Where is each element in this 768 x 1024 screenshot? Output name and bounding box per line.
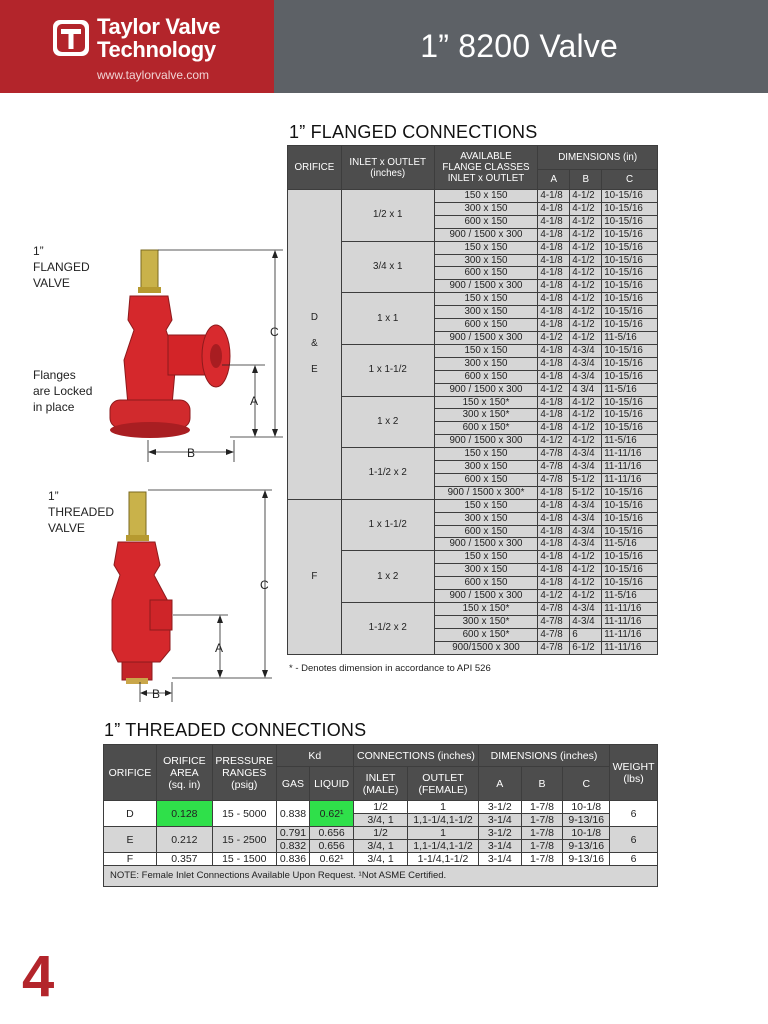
- dim-c-cell: 10-15/16: [602, 228, 658, 241]
- threaded-connections-table: [103, 744, 658, 887]
- dim-c-cell: 10-15/16: [602, 551, 658, 564]
- flange-class-cell: 600 x 150*: [434, 628, 538, 641]
- dim-b-cell: 4-3/4: [570, 344, 602, 357]
- dim-c-cell: 10-15/16: [602, 215, 658, 228]
- dim-b-label-flanged: B: [187, 446, 196, 460]
- dim-b-cell: 4-1/2: [570, 564, 602, 577]
- dim-a-cell: 3-1/2: [478, 801, 521, 814]
- dim-c-cell: 10-15/16: [602, 293, 658, 306]
- tt-header-weight: WEIGHT (lbs): [610, 745, 658, 801]
- dim-b-cell: 4-1/2: [570, 190, 602, 203]
- dim-b-cell: 1-7/8: [521, 853, 563, 866]
- tt-header-kd: Kd: [276, 745, 353, 767]
- kd-liquid-cell: 0.62¹: [310, 853, 354, 866]
- outlet-cell: 1: [408, 827, 479, 840]
- dim-c-cell: 11-11/16: [602, 615, 658, 628]
- dim-b-cell: 4-1/2: [570, 590, 602, 603]
- dim-b-cell: 4-1/2: [570, 280, 602, 293]
- inlet-cell: 3/4, 1: [353, 840, 407, 853]
- flange-class-cell: 150 x 150*: [434, 603, 538, 616]
- flange-class-cell: 300 x 150: [434, 254, 538, 267]
- flange-class-cell: 150 x 150: [434, 241, 538, 254]
- kd-gas-cell: 0.838: [276, 801, 310, 827]
- inlet-outlet-size-cell: 1 x 1-1/2: [341, 344, 434, 396]
- dim-a-cell: 4-1/8: [538, 241, 570, 254]
- dim-c-cell: 10-15/16: [602, 254, 658, 267]
- dim-c-cell: 10-15/16: [602, 344, 658, 357]
- dim-a-cell: 4-7/8: [538, 461, 570, 474]
- dim-c-cell: 11-11/16: [602, 641, 658, 654]
- dim-b-cell: 4-1/2: [570, 435, 602, 448]
- dim-b-cell: 4-3/4: [570, 357, 602, 370]
- dim-b-cell: 4-3/4: [570, 370, 602, 383]
- dim-c-cell: 10-15/16: [602, 319, 658, 332]
- dim-b-cell: 4-1/2: [570, 215, 602, 228]
- dim-b-cell: 1-7/8: [521, 827, 563, 840]
- dim-c-cell: 11-5/16: [602, 590, 658, 603]
- table-row: [104, 827, 658, 840]
- flange-class-cell: 150 x 150*: [434, 396, 538, 409]
- dim-a-cell: 4-7/8: [538, 628, 570, 641]
- kd-liquid-cell: 0.62¹: [310, 801, 354, 827]
- dim-a-cell: 4-1/8: [538, 525, 570, 538]
- tt-header-area: ORIFICE AREA (sq. in): [156, 745, 212, 801]
- threaded-table-note: NOTE: Female Inlet Connections Available Upon Request. ¹Not ASME Certified.: [104, 866, 658, 887]
- tt-header-orifice: ORIFICE: [104, 745, 157, 801]
- inlet-cell: 1/2: [353, 801, 407, 814]
- inlet-outlet-size-cell: 1 x 1: [341, 293, 434, 345]
- inlet-outlet-size-cell: 1/2 x 1: [341, 190, 434, 242]
- dim-c-cell: 11-5/16: [602, 538, 658, 551]
- tt-header-c: C: [563, 767, 610, 801]
- dim-a-cell: 4-1/8: [538, 293, 570, 306]
- kd-liquid-cell: 0.656: [310, 827, 354, 840]
- inlet-outlet-size-cell: 1 x 1-1/2: [341, 499, 434, 551]
- dim-c-cell: 11-11/16: [602, 628, 658, 641]
- dim-a-cell: 4-1/8: [538, 267, 570, 280]
- flange-class-cell: 900 / 1500 x 300: [434, 331, 538, 344]
- dim-c-cell: 11-5/16: [602, 383, 658, 396]
- dim-a-cell: 4-1/8: [538, 422, 570, 435]
- flange-class-cell: 600 x 150: [434, 319, 538, 332]
- flange-class-cell: 300 x 150*: [434, 615, 538, 628]
- flange-class-cell: 300 x 150: [434, 202, 538, 215]
- dim-b-cell: 5-1/2: [570, 486, 602, 499]
- orifice-cell: F: [104, 853, 157, 866]
- col-header-b: B: [570, 170, 602, 190]
- inlet-outlet-size-cell: 1-1/2 x 2: [341, 448, 434, 500]
- dim-b-cell: 4-1/2: [570, 319, 602, 332]
- flanged-valve-label: 1” FLANGED VALVE: [33, 244, 90, 290]
- dim-c-cell: 11-11/16: [602, 461, 658, 474]
- dim-c-label-flanged: C: [270, 325, 279, 339]
- dim-a-cell: 4-1/8: [538, 512, 570, 525]
- dim-c-cell: 10-15/16: [602, 370, 658, 383]
- flange-class-cell: 600 x 150*: [434, 422, 538, 435]
- flange-class-cell: 300 x 150: [434, 512, 538, 525]
- dim-a-cell: 3-1/4: [478, 853, 521, 866]
- tt-header-a: A: [478, 767, 521, 801]
- dim-c-cell: 11-5/16: [602, 331, 658, 344]
- dim-a-cell: 4-1/8: [538, 577, 570, 590]
- flange-class-cell: 600 x 150: [434, 473, 538, 486]
- flange-class-cell: 600 x 150: [434, 215, 538, 228]
- orifice-cell: D: [104, 801, 157, 827]
- col-header-c: C: [602, 170, 658, 190]
- dim-b-cell: 4-1/2: [570, 422, 602, 435]
- dim-c-cell: 10-15/16: [602, 306, 658, 319]
- dim-c-cell: 9-13/16: [563, 814, 610, 827]
- inlet-outlet-size-cell: 1 x 2: [341, 551, 434, 603]
- dim-b-cell: 4-3/4: [570, 603, 602, 616]
- flange-class-cell: 600 x 150: [434, 525, 538, 538]
- orifice-area-cell: 0.212: [156, 827, 212, 853]
- dim-b-cell: 6: [570, 628, 602, 641]
- flange-class-cell: 300 x 150: [434, 461, 538, 474]
- dim-c-cell: 10-15/16: [602, 525, 658, 538]
- dim-a-cell: 4-1/8: [538, 202, 570, 215]
- orifice-group-cell: D & E: [288, 190, 342, 500]
- dim-b-cell: 4-1/2: [570, 551, 602, 564]
- tt-header-connections: CONNECTIONS (inches): [353, 745, 478, 767]
- flange-class-cell: 300 x 150: [434, 306, 538, 319]
- dim-b-cell: 4-1/2: [570, 228, 602, 241]
- dim-b-cell: 4-3/4: [570, 461, 602, 474]
- col-header-orifice: ORIFICE: [288, 146, 342, 190]
- dim-a-cell: 4-1/8: [538, 280, 570, 293]
- outlet-cell: 1-1/4,1-1/2: [408, 853, 479, 866]
- dim-a-cell: 4-1/8: [538, 564, 570, 577]
- dim-a-cell: 4-1/8: [538, 486, 570, 499]
- dim-c-cell: 10-1/8: [563, 801, 610, 814]
- dim-b-cell: 1-7/8: [521, 840, 563, 853]
- dim-a-cell: 4-1/8: [538, 396, 570, 409]
- tt-header-b: B: [521, 767, 563, 801]
- dim-a-cell: 4-1/8: [538, 306, 570, 319]
- dim-a-label-flanged: A: [250, 394, 259, 408]
- dim-b-cell: 4-1/2: [570, 396, 602, 409]
- dim-c-cell: 10-15/16: [602, 512, 658, 525]
- dim-a-cell: 4-7/8: [538, 473, 570, 486]
- dim-c-cell: 9-13/16: [563, 853, 610, 866]
- inlet-cell: 1/2: [353, 827, 407, 840]
- flange-class-cell: 900 / 1500 x 300: [434, 590, 538, 603]
- dim-a-cell: 4-7/8: [538, 641, 570, 654]
- dim-b-cell: 4-1/2: [570, 202, 602, 215]
- dim-a-cell: 4-1/8: [538, 499, 570, 512]
- page-number: 4: [22, 944, 55, 1009]
- pressure-cell: 15 - 5000: [212, 801, 276, 827]
- flange-class-cell: 150 x 150: [434, 344, 538, 357]
- dim-b-cell: 4-3/4: [570, 525, 602, 538]
- dim-b-cell: 4-1/2: [570, 577, 602, 590]
- flange-class-cell: 600 x 150: [434, 577, 538, 590]
- dim-c-cell: 10-15/16: [602, 409, 658, 422]
- brand-name-line1: Taylor Valve: [97, 14, 221, 39]
- dim-b-cell: 4-1/2: [570, 254, 602, 267]
- dim-c-cell: 11-5/16: [602, 435, 658, 448]
- tt-header-gas: GAS: [276, 767, 310, 801]
- orifice-area-cell: 0.128: [156, 801, 212, 827]
- dim-b-cell: 4-1/2: [570, 267, 602, 280]
- kd-gas-cell: 0.791: [276, 827, 310, 840]
- flange-class-cell: 150 x 150: [434, 190, 538, 203]
- inlet-outlet-size-cell: 3/4 x 1: [341, 241, 434, 293]
- dim-a-label-threaded: A: [215, 641, 224, 655]
- flange-class-cell: 600 x 150: [434, 370, 538, 383]
- dim-c-cell: 11-11/16: [602, 448, 658, 461]
- dim-a-cell: 3-1/4: [478, 840, 521, 853]
- dim-c-cell: 10-15/16: [602, 564, 658, 577]
- flange-class-cell: 900 / 1500 x 300: [434, 383, 538, 396]
- flange-class-cell: 900 / 1500 x 300: [434, 435, 538, 448]
- flange-class-cell: 900 / 1500 x 300: [434, 538, 538, 551]
- dim-c-cell: 11-11/16: [602, 603, 658, 616]
- dim-b-cell: 4 3/4: [570, 383, 602, 396]
- dim-a-cell: 3-1/4: [478, 814, 521, 827]
- flange-class-cell: 150 x 150: [434, 448, 538, 461]
- flange-class-cell: 150 x 150: [434, 551, 538, 564]
- outlet-cell: 1,1-1/4,1-1/2: [408, 840, 479, 853]
- tt-header-outlet: OUTLET (FEMALE): [408, 767, 479, 801]
- dim-c-cell: 10-15/16: [602, 357, 658, 370]
- col-header-a: A: [538, 170, 570, 190]
- flanges-locked-note: Flanges are Locked in place: [33, 368, 93, 414]
- col-header-flange-classes: AVAILABLE FLANGE CLASSES INLET x OUTLET: [434, 146, 538, 190]
- col-header-inlet-outlet: INLET x OUTLET (inches): [341, 146, 434, 190]
- dim-b-cell: 5-1/2: [570, 473, 602, 486]
- kd-gas-cell: 0.832: [276, 840, 310, 853]
- kd-gas-cell: 0.836: [276, 853, 310, 866]
- dim-a-cell: 4-1/8: [538, 190, 570, 203]
- dim-b-cell: 4-3/4: [570, 448, 602, 461]
- flange-class-cell: 900 / 1500 x 300: [434, 280, 538, 293]
- dim-c-cell: 10-15/16: [602, 202, 658, 215]
- threaded-valve-image: [112, 492, 172, 684]
- dim-c-cell: 10-15/16: [602, 486, 658, 499]
- dim-a-cell: 4-1/8: [538, 370, 570, 383]
- dim-c-cell: 11-11/16: [602, 473, 658, 486]
- dim-a-cell: 4-7/8: [538, 615, 570, 628]
- inlet-outlet-size-cell: 1 x 2: [341, 396, 434, 448]
- dim-a-cell: 4-1/8: [538, 538, 570, 551]
- dim-c-cell: 10-15/16: [602, 190, 658, 203]
- flanged-valve-image: [110, 250, 230, 438]
- pressure-cell: 15 - 2500: [212, 827, 276, 853]
- dim-c-cell: 10-15/16: [602, 499, 658, 512]
- dim-b-cell: 1-7/8: [521, 801, 563, 814]
- outlet-cell: 1: [408, 801, 479, 814]
- flange-class-cell: 150 x 150: [434, 499, 538, 512]
- page-title: 1” 8200 Valve: [420, 28, 618, 64]
- dim-b-cell: 4-1/2: [570, 293, 602, 306]
- dim-c-cell: 10-15/16: [602, 396, 658, 409]
- dim-a-cell: 4-1/2: [538, 383, 570, 396]
- dim-a-cell: 4-1/8: [538, 254, 570, 267]
- outlet-cell: 1,1-1/4,1-1/2: [408, 814, 479, 827]
- weight-cell: 6: [610, 853, 658, 866]
- dim-a-cell: 4-1/2: [538, 435, 570, 448]
- dim-b-cell: 6-1/2: [570, 641, 602, 654]
- inlet-outlet-size-cell: 1-1/2 x 2: [341, 603, 434, 655]
- dim-c-cell: 10-15/16: [602, 267, 658, 280]
- dim-a-cell: 4-1/2: [538, 331, 570, 344]
- dim-a-cell: 4-1/8: [538, 551, 570, 564]
- pressure-cell: 15 - 1500: [212, 853, 276, 866]
- dim-c-cell: 10-1/8: [563, 827, 610, 840]
- dim-b-cell: 4-1/2: [570, 331, 602, 344]
- kd-liquid-cell: 0.656: [310, 840, 354, 853]
- dim-b-cell: 4-3/4: [570, 499, 602, 512]
- dim-a-cell: 4-1/8: [538, 215, 570, 228]
- flanged-section-title: 1” FLANGED CONNECTIONS: [289, 122, 538, 142]
- orifice-area-cell: 0.357: [156, 853, 212, 866]
- dim-b-cell: 1-7/8: [521, 814, 563, 827]
- dim-c-cell: 10-15/16: [602, 577, 658, 590]
- tt-header-liquid: LIQUID: [310, 767, 354, 801]
- flange-class-cell: 150 x 150: [434, 293, 538, 306]
- flange-class-cell: 300 x 150: [434, 564, 538, 577]
- brand-name-line2: Technology: [97, 37, 216, 62]
- dim-b-cell: 4-3/4: [570, 512, 602, 525]
- flange-class-cell: 900 / 1500 x 300*: [434, 486, 538, 499]
- flange-class-cell: 600 x 150: [434, 267, 538, 280]
- weight-cell: 6: [610, 827, 658, 853]
- dim-c-label-threaded: C: [260, 578, 269, 592]
- inlet-cell: 3/4, 1: [353, 814, 407, 827]
- dim-c-cell: 9-13/16: [563, 840, 610, 853]
- dim-c-cell: 10-15/16: [602, 422, 658, 435]
- dim-a-cell: 4-1/8: [538, 344, 570, 357]
- orifice-cell: E: [104, 827, 157, 853]
- threaded-section-title: 1” THREADED CONNECTIONS: [104, 720, 367, 740]
- flange-class-cell: 900/1500 x 300: [434, 641, 538, 654]
- dim-b-label-threaded: B: [152, 687, 161, 701]
- api-526-footnote: * - Denotes dimension in accordance to API 526: [289, 663, 491, 674]
- weight-cell: 6: [610, 801, 658, 827]
- threaded-valve-label: 1” THREADED VALVE: [48, 489, 115, 535]
- dim-a-cell: 4-1/8: [538, 228, 570, 241]
- dim-a-cell: 4-7/8: [538, 448, 570, 461]
- col-header-dimensions: DIMENSIONS (in): [538, 146, 658, 170]
- tt-header-inlet: INLET (MALE): [353, 767, 407, 801]
- tt-header-pressure: PRESSURE RANGES (psig): [212, 745, 276, 801]
- table-row: [104, 801, 658, 814]
- dim-b-cell: 4-1/2: [570, 306, 602, 319]
- inlet-cell: 3/4, 1: [353, 853, 407, 866]
- dim-a-cell: 4-1/8: [538, 357, 570, 370]
- dim-b-cell: 4-3/4: [570, 538, 602, 551]
- website-link[interactable]: www.taylorvalve.com: [97, 68, 210, 82]
- dim-a-cell: 4-7/8: [538, 603, 570, 616]
- dim-c-cell: 10-15/16: [602, 280, 658, 293]
- dim-a-cell: 3-1/2: [478, 827, 521, 840]
- dim-c-cell: 10-15/16: [602, 241, 658, 254]
- dim-a-cell: 4-1/8: [538, 409, 570, 422]
- flange-class-cell: 300 x 150: [434, 357, 538, 370]
- dim-a-cell: 4-1/2: [538, 590, 570, 603]
- dim-a-cell: 4-1/8: [538, 319, 570, 332]
- dim-b-cell: 4-1/2: [570, 409, 602, 422]
- flange-class-cell: 900 / 1500 x 300: [434, 228, 538, 241]
- dim-b-cell: 4-3/4: [570, 615, 602, 628]
- dim-b-cell: 4-1/2: [570, 241, 602, 254]
- tt-header-dimensions: DIMENSIONS (inches): [478, 745, 609, 767]
- flange-class-cell: 300 x 150*: [434, 409, 538, 422]
- table-row: [104, 853, 658, 866]
- orifice-group-cell: F: [288, 499, 342, 654]
